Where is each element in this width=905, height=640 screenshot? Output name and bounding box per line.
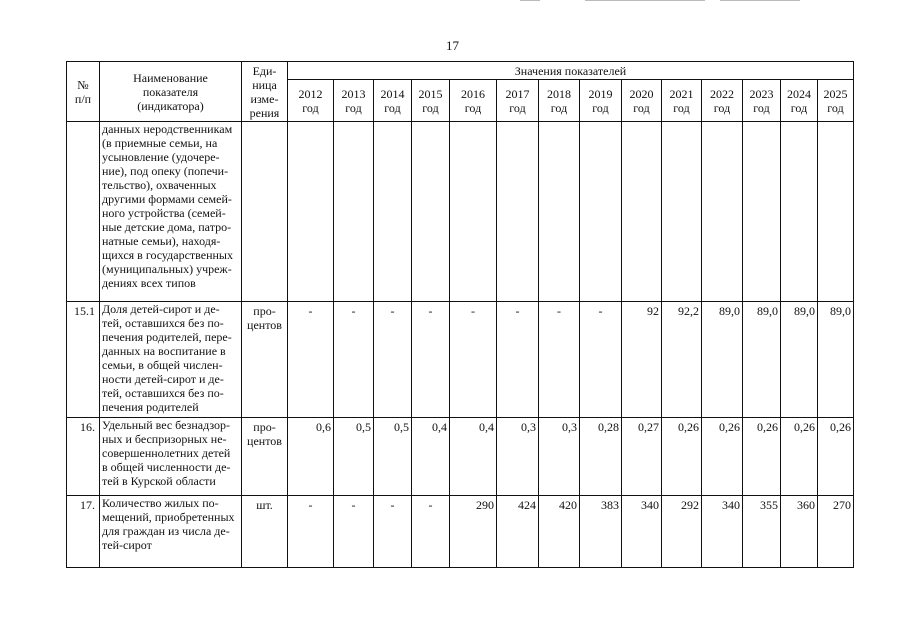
value-cell-2025: 89,0	[818, 302, 854, 418]
value-cell-2021: 0,26	[662, 418, 702, 496]
year-suffix: год	[790, 100, 808, 115]
year-suffix: год	[592, 100, 609, 115]
year-number: 2022	[710, 86, 734, 101]
header-year-2017	[497, 80, 539, 122]
header-year-2020	[622, 80, 662, 122]
year-number: 2021	[669, 86, 694, 101]
value-cell-2013	[334, 122, 374, 302]
year-suffix: год	[422, 100, 439, 115]
value-cell-2024: 0,26	[781, 418, 818, 496]
value-cell-2023: 89,0	[743, 302, 781, 418]
value-cell-2014	[374, 122, 412, 302]
value-cell-2020	[622, 122, 662, 302]
table-row	[67, 302, 854, 418]
header-year-2014	[374, 80, 412, 122]
value-cell-2015: -	[412, 496, 450, 568]
table-row	[67, 418, 854, 496]
indicator-unit: шт.	[242, 496, 288, 568]
header-year-2025	[818, 80, 854, 122]
value-cell-2015: -	[412, 302, 450, 418]
row-number: 16.	[67, 418, 100, 496]
year-number: 2012	[298, 86, 323, 101]
value-cell-2012: -	[288, 496, 334, 568]
year-suffix: год	[384, 100, 401, 115]
page-number: 17	[446, 38, 459, 53]
value-cell-2024: 89,0	[781, 302, 818, 418]
row-number: 15.1	[67, 302, 100, 418]
row-number: 17.	[67, 496, 100, 568]
value-cell-2018: -	[539, 302, 580, 418]
year-number: 2013	[341, 86, 366, 101]
year-suffix: год	[550, 100, 568, 115]
value-cell-2013: 0,5	[334, 418, 374, 496]
value-cell-2013: -	[334, 302, 374, 418]
year-number: 2017	[505, 86, 530, 101]
value-cell-2018: 0,3	[539, 418, 580, 496]
value-cell-2020: 0,27	[622, 418, 662, 496]
scan-edge-mark	[585, 0, 705, 1]
year-suffix: год	[753, 100, 770, 115]
scan-edge-mark	[520, 0, 540, 1]
value-cell-2017: 424	[497, 496, 539, 568]
year-number: 2025	[823, 86, 848, 101]
value-cell-2023: 355	[743, 496, 781, 568]
value-cell-2015: 0,4	[412, 418, 450, 496]
year-suffix: год	[633, 100, 650, 115]
value-cell-2018	[539, 122, 580, 302]
header-year-2013	[334, 80, 374, 122]
value-cell-2014: 0,5	[374, 418, 412, 496]
indicator-name: Количество жилых по- мещений, приобретенных для граждан из числа де- тей-сирот	[100, 496, 242, 568]
header-values: Значения показателей	[288, 62, 854, 80]
value-cell-2023: 0,26	[743, 418, 781, 496]
header-unit: Еди- ница изме- рения	[242, 62, 288, 122]
header-year-2015	[412, 80, 450, 122]
value-cell-2024	[781, 122, 818, 302]
value-cell-2020: 340	[622, 496, 662, 568]
value-cell-2022: 89,0	[702, 302, 743, 418]
value-cell-2024: 360	[781, 496, 818, 568]
value-cell-2017: -	[497, 302, 539, 418]
value-cell-2019	[580, 122, 622, 302]
value-cell-2021: 292	[662, 496, 702, 568]
year-suffix: год	[302, 100, 319, 115]
value-cell-2025	[818, 122, 854, 302]
indicator-name: Доля детей-сирот и де- тей, оставшихся без по- печения родителей, пере- данных на воспитание в семьи, в общей числен- ности детей-сирот и де- тей, оставшихся без по- печения родителей	[100, 302, 242, 418]
year-number: 2015	[418, 86, 443, 101]
value-cell-2014: -	[374, 496, 412, 568]
value-cell-2016: -	[450, 302, 497, 418]
header-year-2021	[662, 80, 702, 122]
header-year-2018	[539, 80, 580, 122]
value-cell-2017: 0,3	[497, 418, 539, 496]
header-year-2024	[781, 80, 818, 122]
value-cell-2017	[497, 122, 539, 302]
value-cell-2025: 270	[818, 496, 854, 568]
value-cell-2020: 92	[622, 302, 662, 418]
year-suffix: год	[673, 100, 690, 115]
year-number: 2024	[787, 86, 811, 101]
table-row	[67, 496, 854, 568]
value-cell-2022: 340	[702, 496, 743, 568]
scan-edge-mark	[720, 0, 800, 1]
value-cell-2021: 92,2	[662, 302, 702, 418]
row-number	[67, 122, 100, 302]
year-suffix: год	[827, 100, 844, 115]
value-cell-2013: -	[334, 496, 374, 568]
value-cell-2014: -	[374, 302, 412, 418]
indicator-unit	[242, 122, 288, 302]
table-row	[67, 122, 854, 302]
value-cell-2019: -	[580, 302, 622, 418]
year-number: 2023	[749, 86, 774, 101]
year-number: 2020	[629, 86, 654, 101]
indicator-name: Удельный вес безнадзор- ных и беспризорных не- совершеннолетних детей в общей численности де- тей в Курской области	[100, 418, 242, 496]
value-cell-2019: 383	[580, 496, 622, 568]
year-number: 2019	[588, 86, 613, 101]
header-year-2016	[450, 80, 497, 122]
year-suffix: год	[713, 100, 731, 115]
header-num: № п/п	[67, 62, 100, 122]
value-cell-2022	[702, 122, 743, 302]
year-number: 2018	[547, 86, 571, 101]
value-cell-2021	[662, 122, 702, 302]
value-cell-2012: 0,6	[288, 418, 334, 496]
header-year-2012	[288, 80, 334, 122]
year-suffix: год	[345, 100, 362, 115]
year-number: 2016	[461, 86, 485, 101]
value-cell-2022: 0,26	[702, 418, 743, 496]
header-year-2019	[580, 80, 622, 122]
value-cell-2016	[450, 122, 497, 302]
value-cell-2015	[412, 122, 450, 302]
value-cell-2016: 290	[450, 496, 497, 568]
value-cell-2016: 0,4	[450, 418, 497, 496]
header-year-2023	[743, 80, 781, 122]
value-cell-2023	[743, 122, 781, 302]
year-number: 2014	[380, 86, 405, 101]
header-year-2022	[702, 80, 743, 122]
indicator-unit: про- центов	[242, 302, 288, 418]
value-cell-2018: 420	[539, 496, 580, 568]
indicator-unit: про- центов	[242, 418, 288, 496]
header-name: Наименование показателя (индикатора)	[100, 62, 242, 122]
year-suffix: год	[509, 100, 526, 115]
value-cell-2012: -	[288, 302, 334, 418]
value-cell-2012	[288, 122, 334, 302]
indicator-table	[66, 61, 854, 568]
value-cell-2025: 0,26	[818, 418, 854, 496]
value-cell-2019: 0,28	[580, 418, 622, 496]
year-suffix: год	[464, 100, 482, 115]
indicator-name: данных неродственникам (в приемные семьи, на усыновление (удочере- ние), под опеку (попечи- тельство), охваченных другими формами семей- ного устройства (семей- ные детские дома, патро- натные семьи), находя- щихся в государственных (муниципальных) учреж- дениях всех типов	[100, 122, 242, 302]
